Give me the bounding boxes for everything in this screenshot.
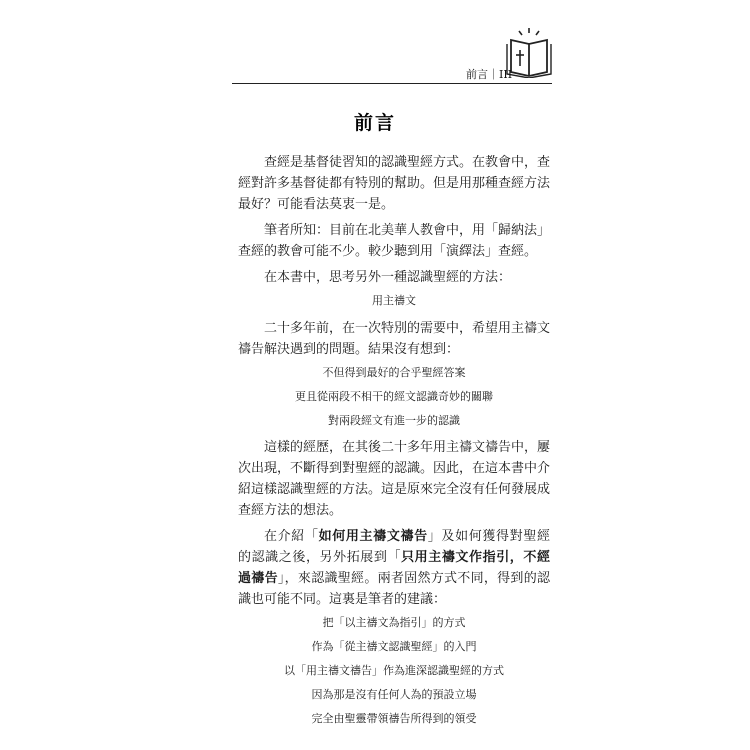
centered-line-5: 把「以主禱文為指引」的方式 bbox=[322, 616, 466, 629]
emphasis-how-to-pray: 如何用主禱文禱告 bbox=[318, 529, 428, 544]
centered-line-9: 完全由聖靈帶領禱告所得到的領受 bbox=[311, 712, 477, 725]
centered-line-1: 用主禱文 bbox=[372, 294, 416, 307]
centered-line-4: 對兩段經文有進一步的認識 bbox=[328, 414, 460, 427]
emphasis-guide-only: 只用主禱文作指引，不經過禱告 bbox=[238, 550, 550, 586]
body-text bbox=[238, 152, 550, 735]
paragraph-6 bbox=[238, 526, 550, 610]
centered-line-7: 以「用主禱文禱告」作為進深認識聖經的方式 bbox=[284, 664, 504, 677]
centered-line-2: 不但得到最好的合乎聖經答案 bbox=[322, 366, 466, 379]
paragraph-5: 這樣的經歷，在其後二十多年用主禱文禱告中，屢次出現，不斷得到對聖經的認識。因此，在這本書中介紹這樣認識聖經的方法。這是原來完全沒有任何發展成查經方法的想法。 bbox=[238, 440, 551, 518]
paragraph-4: 二十多年前，在一次特別的需要中，希望用主禱文禱告解決遇到的問題。結果沒有想到： bbox=[238, 321, 551, 357]
paragraph-6-part-c: 」及如何獲得對聖經的認識之後，另外拓展到「 bbox=[238, 529, 550, 565]
open-bible-icon bbox=[505, 26, 553, 78]
centered-line-8: 因為那是沒有任何人為的預設立場 bbox=[311, 688, 477, 701]
centered-line-6: 作為「從主禱文認識聖經」的入門 bbox=[311, 640, 477, 653]
paragraph-6-part-d: 」，來認識聖經。兩者固然方式不同，得到的認識也可能不同。這裏是筆者的建議： bbox=[238, 571, 550, 607]
paragraph-1: 查經是基督徒習知的認識聖經方式。在教會中，查經對許多基督徒都有特別的幫助。但是用那種查經方法最好？可能看法莫衷一是。 bbox=[238, 155, 551, 212]
centered-line-3: 更且從兩段不相干的經文認識奇妙的關聯 bbox=[295, 390, 493, 403]
paragraph-3: 在本書中，思考另外一種認識聖經的方法： bbox=[264, 270, 512, 285]
header-divider bbox=[232, 83, 552, 84]
running-header: 前言｜III bbox=[466, 68, 513, 81]
paragraph-6-part-a: 在介紹「 bbox=[264, 529, 319, 544]
page-title: 前言 bbox=[353, 112, 396, 134]
paragraph-2: 筆者所知：目前在北美華人教會中，用「歸納法」查經的教會可能不少。較少聽到用「演繹法」查經。 bbox=[238, 223, 551, 259]
